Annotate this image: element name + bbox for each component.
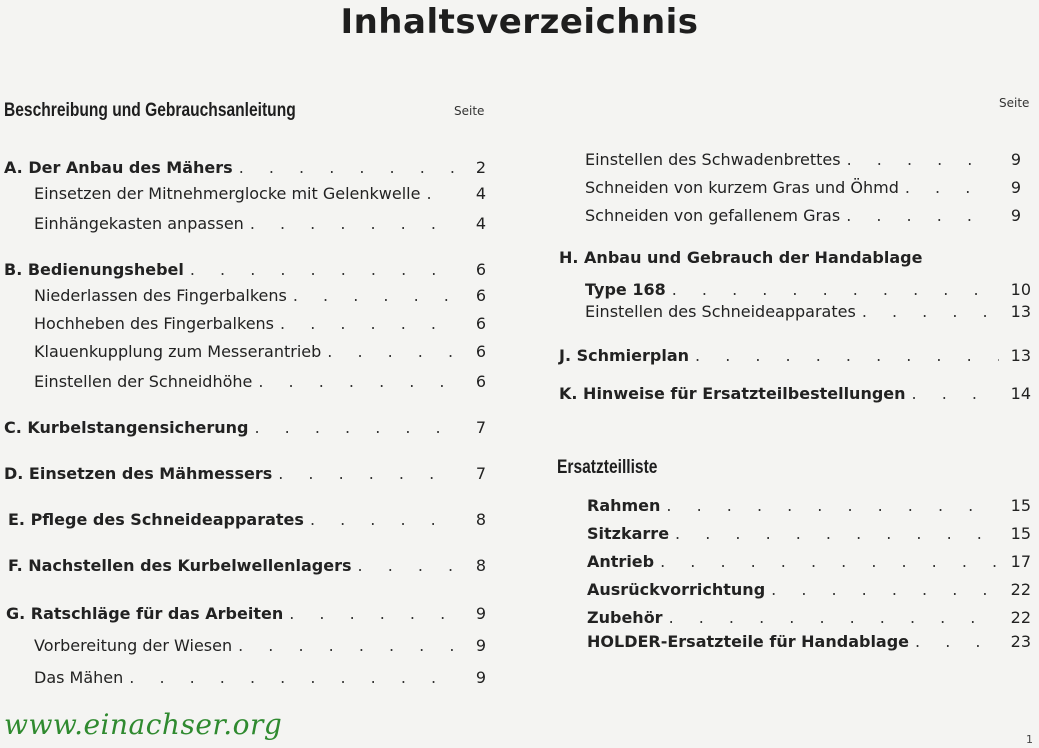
toc-entry-page-number: 9: [1010, 206, 1021, 225]
toc-entry: [587, 632, 1031, 658]
toc-entry: [34, 214, 486, 240]
toc-entry-page-number: 17: [1010, 552, 1031, 571]
toc-entry-page-number: 23: [1010, 632, 1031, 651]
toc-entry: [587, 552, 1031, 578]
dot-leader: [669, 608, 999, 627]
dot-leader: [289, 604, 454, 623]
toc-entry-page-number: 14: [1010, 384, 1031, 403]
toc-entry: [585, 150, 1021, 176]
page-title: Inhaltsverzeichnis: [340, 2, 699, 42]
toc-entry-label: H. Anbau und Gebrauch der Handablage: [559, 248, 923, 267]
toc-entry-label: Zubehör: [587, 608, 663, 627]
toc-entry-label: Klauenkupplung zum Messerantrieb: [34, 342, 322, 361]
toc-entry-label: Hochheben des Fingerbalkens: [34, 314, 275, 333]
toc-entry-label: Type 168: [585, 280, 666, 299]
toc-entry-page-number: 2: [475, 158, 486, 177]
toc-entry-page-number: 15: [1010, 496, 1031, 515]
toc-entry-page-number: 7: [475, 418, 486, 437]
toc-entry-page-number: 9: [475, 604, 486, 623]
toc-entry-page-number: 9: [475, 636, 486, 655]
toc-entry-page-number: 6: [475, 372, 486, 391]
toc-entry-label: Einstellen des Schwadenbrettes: [585, 150, 841, 169]
dot-leader: [310, 510, 454, 529]
toc-entry: [585, 206, 1021, 232]
toc-entry: [559, 346, 1031, 372]
toc-entry-page-number: 9: [1010, 178, 1021, 197]
toc-entry-label: HOLDER-Ersatzteile für Handablage: [587, 632, 910, 651]
dot-leader: [847, 150, 989, 169]
toc-entry-page-number: 4: [475, 214, 486, 233]
toc-entry-label: Schneiden von kurzem Gras und Öhmd: [585, 178, 899, 197]
toc-entry-label: B. Bedienungshebel: [4, 260, 184, 279]
toc-entry: [587, 608, 1031, 634]
dot-leader: [915, 632, 999, 651]
toc-entry: [6, 604, 486, 630]
toc-entry: [559, 384, 1031, 410]
toc-entry-page-number: 4: [475, 184, 486, 203]
dot-leader: [675, 524, 999, 543]
toc-entry: [34, 314, 486, 340]
toc-entry: [34, 668, 486, 694]
toc-entry-page-number: 6: [475, 314, 486, 333]
toc-entry-label: Sitzkarre: [587, 524, 670, 543]
dot-leader: [426, 184, 454, 203]
watermark-url: www.einachser.org: [4, 708, 283, 741]
dot-leader: [250, 214, 454, 233]
toc-entry-label: E. Pflege des Schneideapparates: [8, 510, 304, 529]
toc-entry-page-number: 22: [1010, 608, 1031, 627]
toc-entry-label: Einsetzen der Mitnehmerglocke mit Gelenkwelle: [34, 184, 421, 203]
dot-leader: [846, 206, 989, 225]
toc-entry: [587, 580, 1031, 606]
toc-entry-label: Vorbereitung der Wiesen: [34, 636, 233, 655]
toc-entry-page-number: 13: [1010, 302, 1031, 321]
toc-entry: [34, 372, 486, 398]
toc-entry-label: G. Ratschläge für das Arbeiten: [6, 604, 284, 623]
toc-entry: [34, 342, 486, 368]
toc-entry: [8, 556, 486, 582]
dot-leader: [255, 418, 455, 437]
toc-entry-label: Einhängekasten anpassen: [34, 214, 244, 233]
toc-entry-label: K. Hinweise für Ersatzteilbestellungen: [559, 384, 906, 403]
toc-entry-page-number: 13: [1010, 346, 1031, 365]
toc-entry: [4, 418, 486, 444]
dot-leader: [280, 314, 454, 333]
dot-leader: [358, 556, 454, 575]
toc-entry: [8, 510, 486, 536]
toc-entry: [585, 302, 1031, 328]
toc-entry: [4, 260, 486, 286]
toc-entry-page-number: 9: [475, 668, 486, 687]
toc-entry-label: Einstellen des Schneideapparates: [585, 302, 856, 321]
toc-entry-label: Rahmen: [587, 496, 661, 515]
toc-entry: [559, 248, 939, 274]
toc-entry-page-number: 8: [475, 510, 486, 529]
dot-leader: [905, 178, 989, 197]
toc-entry: [585, 178, 1021, 204]
toc-entry-label: Antrieb: [587, 552, 655, 571]
toc-entry: [4, 158, 486, 184]
dot-leader: [258, 372, 454, 391]
toc-entry: [587, 524, 1031, 550]
left-seite-label: Seite: [454, 104, 485, 118]
dot-leader: [293, 286, 454, 305]
dot-leader: [862, 302, 999, 321]
dot-leader: [695, 346, 999, 365]
toc-entry-page-number: 10: [1010, 280, 1031, 299]
toc-entry-page-number: 22: [1010, 580, 1031, 599]
toc-entry: [34, 636, 486, 662]
toc-entry-page-number: 8: [475, 556, 486, 575]
dot-leader: [278, 464, 454, 483]
toc-entry-label: Niederlassen des Fingerbalkens: [34, 286, 287, 305]
toc-entry-page-number: 7: [475, 464, 486, 483]
toc-entry: [4, 464, 486, 490]
toc-entry-label: D. Einsetzen des Mähmessers: [4, 464, 273, 483]
toc-entry-label: Das Mähen: [34, 668, 124, 687]
toc-entry: [34, 286, 486, 312]
dot-leader: [666, 496, 999, 515]
toc-entry-label: Einstellen der Schneidhöhe: [34, 372, 253, 391]
toc-entry: [587, 496, 1031, 522]
toc-entry: [34, 184, 486, 210]
toc-entry-page-number: 6: [475, 286, 486, 305]
toc-entry-label: Schneiden von gefallenem Gras: [585, 206, 841, 225]
dot-leader: [239, 158, 454, 177]
page-number-mark: 1: [1026, 733, 1033, 746]
toc-entry-page-number: 6: [475, 260, 486, 279]
toc-entry-page-number: 6: [475, 342, 486, 361]
left-section-heading: Beschreibung und Gebrauchsanleitung: [4, 100, 296, 121]
toc-entry-page-number: 9: [1010, 150, 1021, 169]
dot-leader: [660, 552, 999, 571]
parts-list-heading: Ersatzteilliste: [557, 457, 658, 478]
toc-entry-label: C. Kurbelstangensicherung: [4, 418, 249, 437]
toc-entry-label: A. Der Anbau des Mähers: [4, 158, 233, 177]
right-seite-label: Seite: [999, 96, 1030, 110]
toc-entry-label: J. Schmierplan: [559, 346, 690, 365]
dot-leader: [238, 636, 454, 655]
dot-leader: [912, 384, 999, 403]
dot-leader: [672, 280, 999, 299]
toc-entry-page-number: 15: [1010, 524, 1031, 543]
toc-entry-label: Ausrückvorrichtung: [587, 580, 766, 599]
dot-leader: [129, 668, 454, 687]
dot-leader: [190, 260, 454, 279]
dot-leader: [771, 580, 999, 599]
dot-leader: [327, 342, 454, 361]
toc-entry-label: F. Nachstellen des Kurbelwellenlagers: [8, 556, 352, 575]
